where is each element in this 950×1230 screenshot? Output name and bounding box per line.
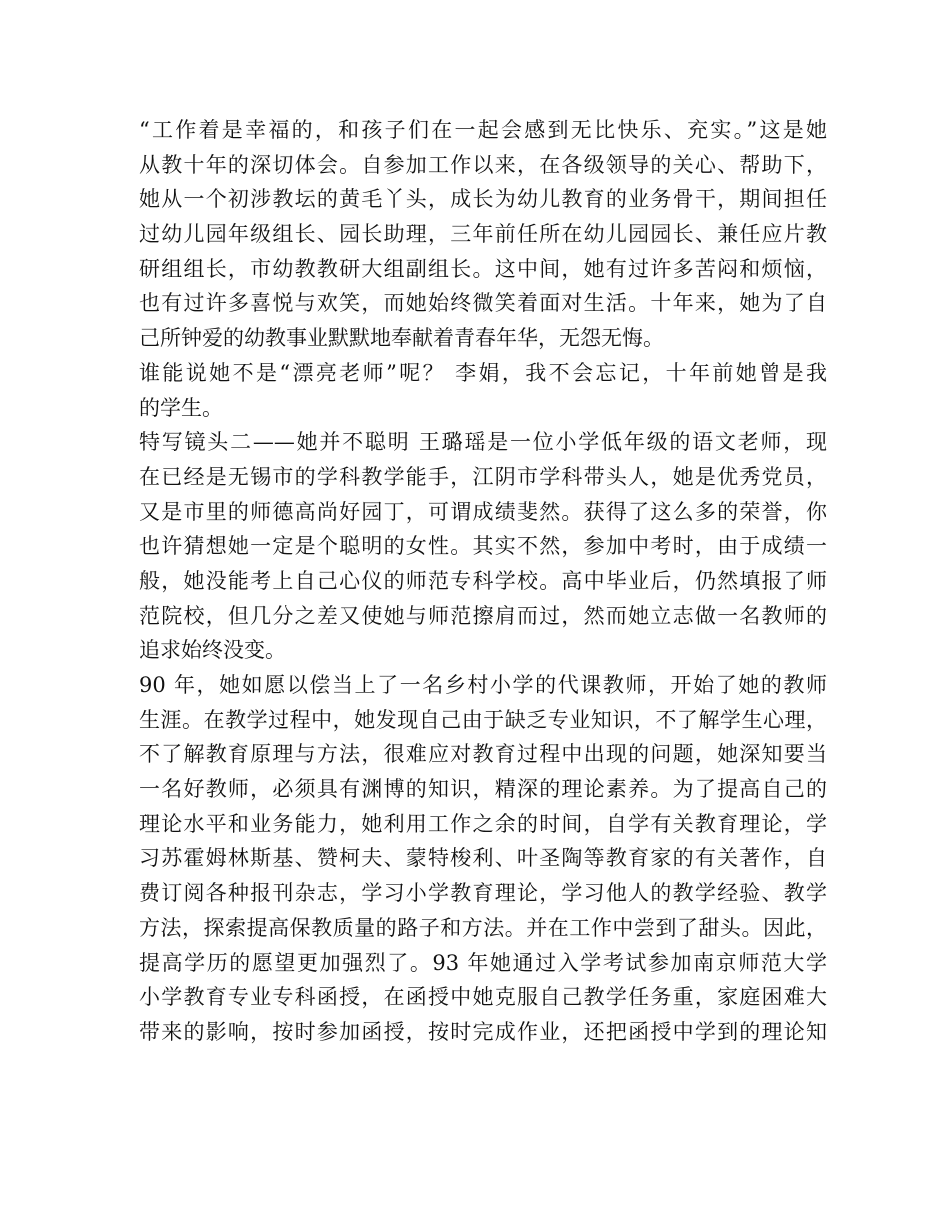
text-line: 习苏霍姆林斯基、赞柯夫、蒙特梭利、叶圣陶等教育家的有关著作，自	[139, 846, 827, 871]
text-line: 己所钟爱的幼教事业默默地奉献着青春年华，无怨无悔。	[139, 326, 664, 351]
text-line: 般，她没能考上自己心仪的师范专科学校。高中毕业后，仍然填报了师	[139, 568, 827, 593]
text-line: 研组组长，市幼教教研大组副组长。这中间，她有过许多苦闷和烦恼，	[139, 256, 827, 281]
text-line: 的学生。	[139, 395, 223, 420]
text-line: 追求始终没变。	[139, 638, 286, 663]
text-line: 带来的影响，按时参加函授，按时完成作业，还把函授中学到的理论知	[139, 1019, 827, 1044]
text-line: 生涯。在教学过程中，她发现自己由于缺乏专业知识，不了解学生心理，	[139, 707, 827, 732]
text-line: 90 年，她如愿以偿当上了一名乡村小学的代课教师，开始了她的教师	[139, 673, 827, 697]
text-line: 不了解教育原理与方法，很难应对教育过程中出现的问题，她深知要当	[139, 742, 827, 767]
text-line: 方法，探索提高保教质量的路子和方法。并在工作中尝到了甜头。因此，	[139, 915, 827, 940]
text-line: 提高学历的愿望更加强烈了。93 年她通过入学考试参加南京师范大学	[139, 950, 827, 975]
text-line: “工作着是幸福的，和孩子们在一起会感到无比快乐、充实。”这是她	[139, 118, 827, 142]
document-body	[139, 113, 827, 1050]
text-line: 一名好教师，必须具有渊博的知识，精深的理论素养。为了提高自己的	[139, 777, 827, 802]
text-line: 特写镜头二——她并不聪明 王璐瑶是一位小学低年级的语文老师，现	[139, 430, 827, 455]
text-line: 谁能说她不是“漂亮老师”呢？ 李娟，我不会忘记，十年前她曾是我	[139, 360, 827, 385]
text-line: 小学教育专业专科函授，在函授中她克服自己教学任务重，家庭困难大	[139, 985, 827, 1010]
text-line: 也许猜想她一定是个聪明的女性。其实不然，参加中考时，由于成绩一	[139, 534, 827, 559]
text-line: 又是市里的师德高尚好园丁，可谓成绩斐然。获得了这么多的荣誉，你	[139, 499, 827, 524]
text-line: 费订阅各种报刊杂志，学习小学教育理论，学习他人的教学经验、教学	[139, 881, 827, 906]
text-line: 过幼儿园年级组长、园长助理，三年前任所在幼儿园园长、兼任应片教	[139, 222, 827, 247]
text-line: 从教十年的深切体会。自参加工作以来，在各级领导的关心、帮助下，	[139, 152, 827, 177]
text-line: 范院校，但几分之差又使她与师范擦肩而过，然而她立志做一名教师的	[139, 603, 827, 628]
text-line: 在已经是无锡市的学科教学能手，江阴市学科带头人，她是优秀党员，	[139, 464, 827, 489]
text-line: 也有过许多喜悦与欢笑，而她始终微笑着面对生活。十年来，她为了自	[139, 291, 827, 316]
text-line: 她从一个初涉教坛的黄毛丫头，成长为幼儿教育的业务骨干，期间担任	[139, 187, 827, 212]
text-line: 理论水平和业务能力，她利用工作之余的时间，自学有关教育理论，学	[139, 811, 827, 836]
